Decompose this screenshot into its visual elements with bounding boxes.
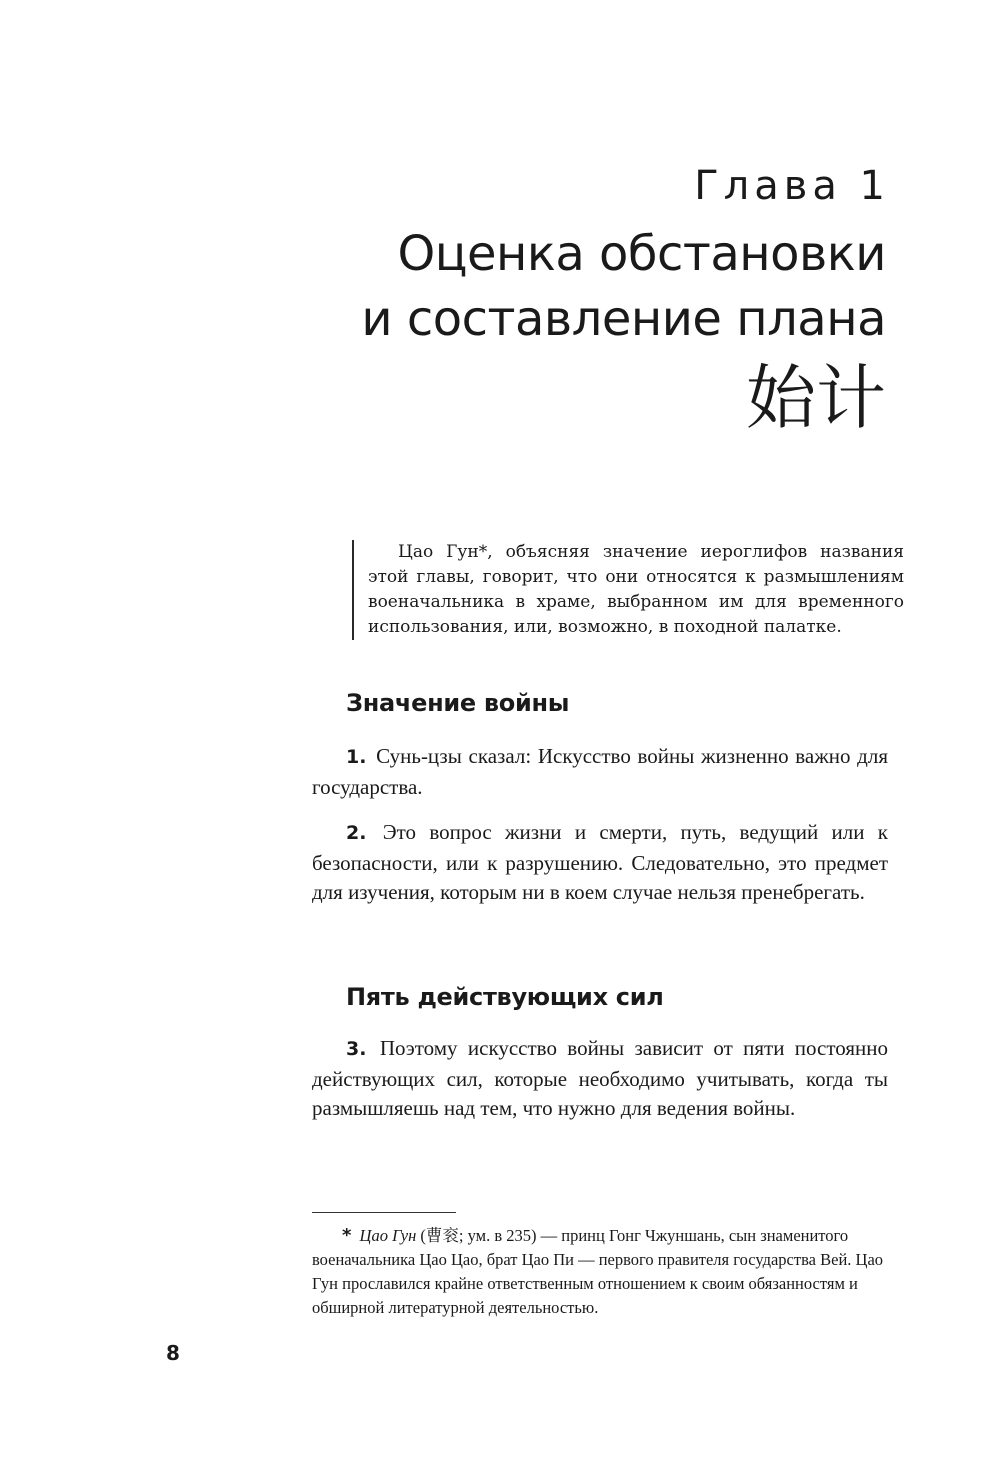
epigraph-text: Цао Гун*, объясняя значение иероглифов названия этой главы, говорит, что они относятся к размышлениям военачальника в храме, выбранном им для временного использования, или, возможно, в походной палатке. xyxy=(368,542,904,637)
footnote-text: (曹衮; ум. в 235) — принц Гонг Чжуншань, сын знаменитого военачальника Цао Цао, брат Цао Пи — первого правителя государства Вей. Цао Гун прославился крайне ответственным отношением к своим обязанностям и обширной литературной деятельностью. xyxy=(312,1226,884,1317)
paragraph-text: Это вопрос жизни и смерти, путь, ведущий или к безопасности, или к разрушению. Следовательно, это предмет для изучения, которым ни в коем случае нельзя пренебрегать. xyxy=(312,820,889,904)
paragraph-number: 2. xyxy=(346,822,367,844)
chapter-title-line-1: Оценка обстановки xyxy=(397,226,886,282)
footnote xyxy=(312,1224,888,1320)
paragraph-1 xyxy=(312,742,888,802)
section-heading-five-forces: Пять действующих сил xyxy=(346,983,664,1011)
footnote-marker: * xyxy=(342,1225,352,1246)
paragraph-3 xyxy=(312,1034,888,1124)
paragraph-number: 3. xyxy=(346,1038,367,1060)
chapter-label: Глава 1 xyxy=(694,163,890,209)
chapter-header xyxy=(361,158,890,439)
paragraph-text: Сунь-цзы сказал: Искусство войны жизненно важно для государства. xyxy=(312,744,888,799)
chapter-title xyxy=(361,222,886,352)
paragraph-2 xyxy=(312,818,888,908)
page-number: 8 xyxy=(166,1341,180,1365)
footnote-divider xyxy=(312,1212,456,1213)
chapter-title-line-2: и составление плана xyxy=(361,291,886,347)
footnote-name: Цао Гун xyxy=(359,1226,417,1245)
chapter-hanzi: 始计 xyxy=(746,357,886,439)
epigraph xyxy=(352,540,904,640)
paragraph-number: 1. xyxy=(346,746,367,768)
paragraph-text: Поэтому искусство войны зависит от пяти постоянно действующих сил, которые необходимо учитывать, когда ты размышляешь над тем, что нужно для ведения войны. xyxy=(312,1036,889,1120)
section-heading-meaning-of-war: Значение войны xyxy=(346,689,570,717)
